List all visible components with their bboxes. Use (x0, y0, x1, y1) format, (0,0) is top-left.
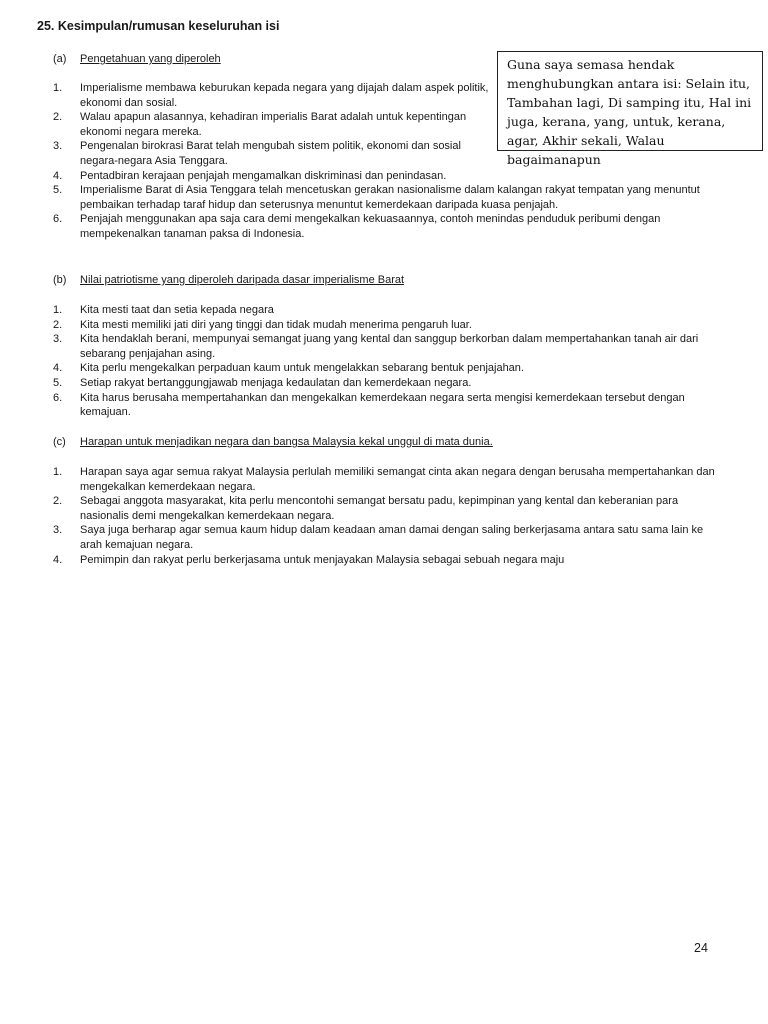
item-text: Imperialisme Barat di Asia Tenggara telah mencetuskan gerakan nasionalisme dalam kalangan rakyat tempatan yang menuntut pembaikan terhadap taraf hidup dan seterusnya menuntut kemerdekaan daripada kuasa penjajah. (80, 184, 700, 211)
list-item (53, 318, 715, 333)
item-number: 6. (53, 213, 63, 226)
item-text: Harapan saya agar semua rakyat Malaysia perlulah memiliki semangat cinta akan negara dengan berusaha mempertahankan dan mengekalkan kemerdekaan negara. (80, 466, 715, 493)
item-number: 1. (53, 304, 63, 316)
item-number: 4. (53, 362, 63, 375)
item-text: Sebagai anggota masyarakat, kita perlu mencontohi semangat bersatu padu, kepimpinan yang kental dan keberanian para nasionalis demi mengekalkan kemerdekaan negara. (80, 495, 679, 522)
item-text: Saya juga berharap agar semua kaum hidup dalam keadaan aman damai dengan saling berkerjasama antara satu sama lain ke arah kemajuan negara. (80, 524, 704, 551)
item-text: Pentadbiran kerajaan penjajah mengamalkan diskriminasi dan penindasan. (80, 169, 447, 182)
list-item (53, 139, 498, 168)
section-title: Pengetahuan yang diperoleh (80, 53, 221, 65)
section-b-list (53, 303, 715, 420)
section-c-list (53, 465, 715, 567)
item-text: Kita mesti taat dan setia kepada negara (80, 304, 274, 316)
list-item (53, 303, 715, 318)
item-text: Kita harus berusaha mempertahankan dan mengekalkan kemerdekaan negara serta mengisi kemerdekaan tersebut dengan kemajuan. (80, 391, 685, 419)
section-c-heading (53, 436, 493, 448)
list-item (53, 183, 715, 212)
item-number: 4. (53, 553, 63, 566)
connector-words-note: Guna saya semasa hendak menghubungkan antara isi: Selain itu, Tambahan lagi, Di samping itu, Hal ini juga, kerana, yang, untuk, kerana, agar, Akhir sekali, Walau bagaimanapun (497, 51, 763, 151)
section-letter: (a) (53, 53, 67, 65)
item-number: 4. (53, 169, 63, 182)
item-number: 5. (53, 184, 63, 197)
item-number: 3. (53, 524, 63, 537)
list-item (53, 523, 715, 552)
list-item (53, 81, 498, 110)
item-number: 2. (53, 495, 63, 508)
item-text: Kita perlu mengekalkan perpaduan kaum untuk mengelakkan sebarang bentuk penjajahan. (80, 362, 524, 375)
item-number: 3. (53, 333, 63, 346)
list-item (53, 169, 715, 184)
item-text: Penjajah menggunakan apa saja cara demi mengekalkan kekuasaannya, contoh menindas penduduk peribumi dengan mempekenalkan tanaman paksa di Indonesia. (80, 213, 661, 240)
list-item (53, 110, 498, 139)
section-title: Harapan untuk menjadikan negara dan bangsa Malaysia kekal unggul di mata dunia. (80, 436, 493, 448)
item-text: Pemimpin dan rakyat perlu berkerjasama untuk menjayakan Malaysia sebagai sebuah negara maju (80, 553, 565, 566)
item-number: 2. (53, 318, 63, 331)
item-number: 6. (53, 391, 63, 404)
list-item (53, 494, 715, 523)
item-number: 1. (53, 466, 63, 478)
section-letter: (b) (53, 274, 67, 286)
item-text: Imperialisme membawa keburukan kepada negara yang dijajah dalam aspek politik, ekonomi dan sosial. (80, 82, 489, 109)
item-text: Setiap rakyat bertanggungjawab menjaga kedaulatan dan kemerdekaan negara. (80, 376, 472, 389)
list-item (53, 376, 715, 391)
list-item (53, 332, 715, 361)
item-number: 3. (53, 140, 63, 153)
list-item (53, 553, 715, 568)
list-item (53, 361, 715, 376)
list-item (53, 465, 715, 494)
section-b-heading (53, 274, 404, 286)
list-item (53, 391, 715, 420)
item-text: Kita mesti memiliki jati diri yang tinggi dan tidak mudah menerima pengaruh luar. (80, 318, 472, 331)
list-item (53, 212, 715, 241)
item-text: Kita hendaklah berani, mempunyai semangat juang yang kental dan sanggup berkorban dalam mempertahankan tanah air dari sebarang penjajahan asing. (80, 333, 699, 360)
section-a-heading (53, 53, 221, 65)
item-text: Pengenalan birokrasi Barat telah mengubah sistem politik, ekonomi dan sosial negara-negara Asia Tenggara. (80, 140, 461, 167)
section-letter: (c) (53, 436, 66, 448)
item-number: 2. (53, 111, 63, 124)
page-title: 25. Kesimpulan/rumusan keseluruhan isi (37, 19, 280, 33)
section-title: Nilai patriotisme yang diperoleh daripada dasar imperialisme Barat (80, 274, 405, 286)
page-number: 24 (694, 941, 708, 955)
item-text: Walau apapun alasannya, kehadiran imperialis Barat adalah untuk kepentingan ekonomi negara mereka. (80, 111, 467, 138)
item-number: 1. (53, 82, 63, 94)
item-number: 5. (53, 376, 63, 389)
